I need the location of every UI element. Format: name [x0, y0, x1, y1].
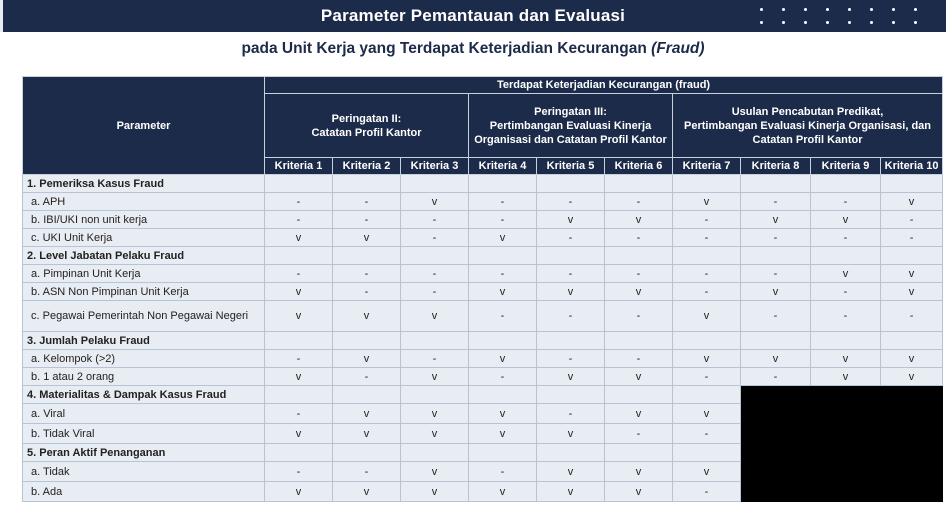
criteria-cell: v	[741, 283, 811, 301]
section-empty-cell	[333, 247, 401, 265]
criteria-cell: -	[673, 283, 741, 301]
criteria-cell: v	[811, 368, 881, 386]
dot	[826, 8, 829, 11]
criteria-cell: v	[881, 283, 943, 301]
criteria-cell: -	[401, 350, 469, 368]
dot	[848, 21, 851, 24]
criteria-cell: -	[333, 283, 401, 301]
criteria-cell: -	[537, 193, 605, 211]
criteria-cell: -	[605, 301, 673, 332]
criteria-cell: -	[265, 265, 333, 283]
header-kriteria-9: Kriteria 9	[811, 158, 881, 175]
section-row	[23, 444, 943, 462]
criteria-cell: v	[265, 424, 333, 444]
criteria-cell: -	[333, 368, 401, 386]
criteria-cell: -	[333, 193, 401, 211]
header-group: Terdapat Keterjadian Kecurangan (fraud)	[265, 77, 943, 94]
row-label: a. Pimpinan Unit Kerja	[23, 265, 265, 283]
row-label: a. Kelompok (>2)	[23, 350, 265, 368]
criteria-cell: v	[605, 404, 673, 424]
row-label: c. UKI Unit Kerja	[23, 229, 265, 247]
criteria-cell: -	[673, 265, 741, 283]
criteria-cell: -	[881, 211, 943, 229]
criteria-cell: -	[333, 462, 401, 482]
criteria-cell: -	[741, 265, 811, 283]
section-empty-cell	[401, 247, 469, 265]
criteria-cell: -	[469, 462, 537, 482]
criteria-cell: v	[265, 283, 333, 301]
header-kriteria-10: Kriteria 10	[881, 158, 943, 175]
dot	[760, 21, 763, 24]
criteria-cell: -	[741, 368, 811, 386]
criteria-cell	[811, 482, 881, 502]
criteria-cell: -	[673, 482, 741, 502]
section-row	[23, 175, 943, 193]
criteria-cell	[881, 424, 943, 444]
section-row	[23, 247, 943, 265]
criteria-cell: v	[469, 482, 537, 502]
criteria-cell: v	[673, 462, 741, 482]
criteria-cell: -	[881, 229, 943, 247]
criteria-cell	[881, 482, 943, 502]
criteria-cell: v	[333, 229, 401, 247]
criteria-cell: -	[741, 229, 811, 247]
criteria-cell: v	[401, 482, 469, 502]
section-empty-cell	[605, 386, 673, 404]
section-empty-cell	[811, 444, 881, 462]
section-title: 5. Peran Aktif Penanganan	[23, 444, 265, 462]
table-row	[23, 301, 943, 332]
section-empty-cell	[537, 444, 605, 462]
section-empty-cell	[333, 386, 401, 404]
page-title: Parameter Pemantauan dan Evaluasi	[320, 6, 626, 25]
section-empty-cell	[469, 444, 537, 462]
section-empty-cell	[741, 175, 811, 193]
section-empty-cell	[811, 332, 881, 350]
criteria-cell: v	[401, 462, 469, 482]
table-row	[23, 462, 943, 482]
section-empty-cell	[605, 175, 673, 193]
section-empty-cell	[673, 444, 741, 462]
criteria-cell: v	[265, 368, 333, 386]
section-title: 2. Level Jabatan Pelaku Fraud	[23, 247, 265, 265]
criteria-cell: v	[469, 283, 537, 301]
criteria-cell: -	[605, 350, 673, 368]
dot	[804, 21, 807, 24]
section-empty-cell	[265, 332, 333, 350]
section-empty-cell	[881, 175, 943, 193]
criteria-cell: v	[673, 350, 741, 368]
header-line: Peringatan II:	[331, 112, 402, 125]
table-row	[23, 283, 943, 301]
criteria-cell	[811, 404, 881, 424]
section-empty-cell	[605, 332, 673, 350]
criteria-cell: v	[401, 424, 469, 444]
criteria-cell: v	[333, 350, 401, 368]
table-row	[23, 404, 943, 424]
header-parameter: Parameter	[23, 77, 265, 175]
dot	[760, 8, 763, 11]
header-kriteria-5: Kriteria 5	[537, 158, 605, 175]
criteria-cell: -	[537, 265, 605, 283]
header-group-peringatan-2	[265, 94, 469, 158]
section-empty-cell	[881, 247, 943, 265]
title-banner	[0, 0, 946, 32]
table-row	[23, 193, 943, 211]
header-line: Peringatan III:	[534, 105, 607, 118]
criteria-cell: -	[811, 193, 881, 211]
dot	[914, 8, 917, 11]
criteria-cell: v	[605, 462, 673, 482]
criteria-cell: -	[605, 265, 673, 283]
criteria-cell: v	[537, 482, 605, 502]
criteria-cell: -	[265, 404, 333, 424]
header-kriteria-2: Kriteria 2	[333, 158, 401, 175]
table-row	[23, 229, 943, 247]
criteria-cell: v	[811, 211, 881, 229]
criteria-cell	[881, 404, 943, 424]
section-empty-cell	[537, 386, 605, 404]
criteria-cell: v	[333, 301, 401, 332]
section-empty-cell	[741, 386, 811, 404]
criteria-cell: -	[537, 229, 605, 247]
header-line: Catatan Profil Kantor	[311, 126, 422, 139]
criteria-cell: v	[401, 404, 469, 424]
section-empty-cell	[537, 175, 605, 193]
section-empty-cell	[401, 444, 469, 462]
section-empty-cell	[537, 332, 605, 350]
criteria-cell: -	[469, 301, 537, 332]
section-empty-cell	[605, 247, 673, 265]
criteria-cell: v	[605, 482, 673, 502]
criteria-cell: v	[811, 265, 881, 283]
header-kriteria-6: Kriteria 6	[605, 158, 673, 175]
criteria-cell: -	[265, 193, 333, 211]
criteria-cell: v	[605, 368, 673, 386]
criteria-cell: v	[333, 482, 401, 502]
row-label: b. Ada	[23, 482, 265, 502]
dot	[914, 21, 917, 24]
subtitle-main: pada Unit Kerja yang Terdapat Keterjadian Kecurangan	[241, 40, 647, 57]
criteria-cell: v	[537, 283, 605, 301]
row-label: a. APH	[23, 193, 265, 211]
dot	[892, 8, 895, 11]
section-empty-cell	[673, 386, 741, 404]
header-line: Organisasi dan Catatan Profil Kantor	[474, 133, 667, 146]
criteria-cell: v	[265, 482, 333, 502]
criteria-cell: -	[673, 424, 741, 444]
header-kriteria-3: Kriteria 3	[401, 158, 469, 175]
criteria-cell: v	[605, 283, 673, 301]
criteria-cell: v	[881, 368, 943, 386]
section-empty-cell	[401, 332, 469, 350]
criteria-cell: v	[741, 350, 811, 368]
criteria-cell: -	[673, 229, 741, 247]
decorative-dots	[760, 5, 940, 29]
criteria-cell	[741, 424, 811, 444]
page-subtitle	[0, 40, 946, 58]
section-empty-cell	[469, 247, 537, 265]
section-empty-cell	[881, 332, 943, 350]
section-empty-cell	[265, 444, 333, 462]
section-empty-cell	[333, 175, 401, 193]
criteria-cell: v	[333, 424, 401, 444]
table-row	[23, 424, 943, 444]
section-row	[23, 386, 943, 404]
section-empty-cell	[605, 444, 673, 462]
header-line: Pertimbangan Evaluasi Kinerja Organisasi, dan	[684, 119, 932, 132]
criteria-cell: -	[537, 301, 605, 332]
criteria-cell: v	[469, 404, 537, 424]
criteria-cell: v	[741, 211, 811, 229]
criteria-cell: -	[811, 301, 881, 332]
criteria-cell: v	[881, 265, 943, 283]
row-label: c. Pegawai Pemerintah Non Pegawai Negeri	[23, 301, 265, 332]
criteria-cell: -	[537, 404, 605, 424]
dot	[848, 8, 851, 11]
section-empty-cell	[741, 332, 811, 350]
section-empty-cell	[741, 247, 811, 265]
header-kriteria-4: Kriteria 4	[469, 158, 537, 175]
criteria-cell: -	[333, 265, 401, 283]
table-row	[23, 265, 943, 283]
header-kriteria-1: Kriteria 1	[265, 158, 333, 175]
criteria-cell: v	[881, 193, 943, 211]
header-line: Pertimbangan Evaluasi Kinerja	[489, 119, 652, 132]
section-row	[23, 332, 943, 350]
section-empty-cell	[811, 247, 881, 265]
header-kriteria-8: Kriteria 8	[741, 158, 811, 175]
section-empty-cell	[881, 386, 943, 404]
criteria-cell: v	[673, 193, 741, 211]
criteria-cell: -	[605, 193, 673, 211]
table-row	[23, 350, 943, 368]
dot	[826, 21, 829, 24]
section-empty-cell	[741, 444, 811, 462]
row-label: b. ASN Non Pimpinan Unit Kerja	[23, 283, 265, 301]
criteria-cell	[741, 482, 811, 502]
row-label: b. 1 atau 2 orang	[23, 368, 265, 386]
criteria-cell	[881, 462, 943, 482]
criteria-cell: v	[881, 350, 943, 368]
table-row	[23, 211, 943, 229]
section-empty-cell	[469, 332, 537, 350]
criteria-cell: v	[673, 301, 741, 332]
criteria-cell: v	[811, 350, 881, 368]
criteria-cell	[741, 462, 811, 482]
criteria-cell: -	[469, 211, 537, 229]
criteria-cell: v	[537, 368, 605, 386]
criteria-cell: v	[537, 211, 605, 229]
criteria-cell: v	[673, 404, 741, 424]
criteria-cell: v	[265, 301, 333, 332]
criteria-cell: -	[811, 283, 881, 301]
criteria-cell: -	[741, 193, 811, 211]
criteria-cell	[741, 404, 811, 424]
dot	[870, 21, 873, 24]
header-group-peringatan-3	[469, 94, 673, 158]
criteria-cell: v	[333, 404, 401, 424]
dot	[804, 8, 807, 11]
section-empty-cell	[265, 386, 333, 404]
criteria-cell: -	[741, 301, 811, 332]
criteria-cell: -	[469, 265, 537, 283]
criteria-cell: -	[265, 211, 333, 229]
criteria-cell: -	[265, 350, 333, 368]
criteria-cell: -	[469, 193, 537, 211]
dot	[782, 8, 785, 11]
criteria-cell: v	[537, 462, 605, 482]
section-empty-cell	[881, 444, 943, 462]
criteria-cell: -	[881, 301, 943, 332]
table-row	[23, 368, 943, 386]
criteria-cell: -	[811, 229, 881, 247]
header-line: Catatan Profil Kantor	[752, 133, 863, 146]
dot	[870, 8, 873, 11]
header-group-pencabutan	[673, 94, 943, 158]
criteria-cell: v	[469, 229, 537, 247]
section-empty-cell	[333, 444, 401, 462]
criteria-cell: v	[605, 211, 673, 229]
section-empty-cell	[673, 175, 741, 193]
section-title: 3. Jumlah Pelaku Fraud	[23, 332, 265, 350]
section-empty-cell	[811, 175, 881, 193]
evaluation-table	[22, 76, 943, 502]
row-label: b. Tidak Viral	[23, 424, 265, 444]
row-label: b. IBI/UKI non unit kerja	[23, 211, 265, 229]
section-empty-cell	[469, 175, 537, 193]
criteria-cell: -	[265, 462, 333, 482]
section-empty-cell	[265, 175, 333, 193]
section-empty-cell	[401, 386, 469, 404]
section-empty-cell	[673, 247, 741, 265]
criteria-cell	[811, 424, 881, 444]
table-row	[23, 482, 943, 502]
criteria-cell: -	[605, 424, 673, 444]
section-empty-cell	[811, 386, 881, 404]
criteria-cell: -	[401, 211, 469, 229]
criteria-cell: v	[469, 424, 537, 444]
criteria-cell: -	[401, 265, 469, 283]
section-empty-cell	[469, 386, 537, 404]
section-empty-cell	[401, 175, 469, 193]
criteria-cell: v	[265, 229, 333, 247]
section-empty-cell	[333, 332, 401, 350]
section-empty-cell	[265, 247, 333, 265]
header-kriteria-7: Kriteria 7	[673, 158, 741, 175]
criteria-cell: -	[605, 229, 673, 247]
criteria-cell: -	[673, 211, 741, 229]
criteria-cell: -	[333, 211, 401, 229]
criteria-cell: v	[537, 424, 605, 444]
row-label: a. Viral	[23, 404, 265, 424]
criteria-cell: -	[401, 229, 469, 247]
criteria-cell: -	[673, 368, 741, 386]
criteria-cell	[811, 462, 881, 482]
section-title: 1. Pemeriksa Kasus Fraud	[23, 175, 265, 193]
header-line: Usulan Pencabutan Predikat,	[731, 105, 884, 118]
criteria-cell: v	[469, 350, 537, 368]
criteria-cell: v	[401, 193, 469, 211]
criteria-cell: -	[537, 350, 605, 368]
criteria-cell: v	[401, 301, 469, 332]
section-empty-cell	[537, 247, 605, 265]
dot	[782, 21, 785, 24]
criteria-cell: v	[401, 368, 469, 386]
subtitle-emphasis: (Fraud)	[651, 40, 705, 57]
criteria-cell: -	[401, 283, 469, 301]
criteria-cell: -	[469, 368, 537, 386]
dot	[892, 21, 895, 24]
section-empty-cell	[673, 332, 741, 350]
section-title: 4. Materialitas & Dampak Kasus Fraud	[23, 386, 265, 404]
row-label: a. Tidak	[23, 462, 265, 482]
